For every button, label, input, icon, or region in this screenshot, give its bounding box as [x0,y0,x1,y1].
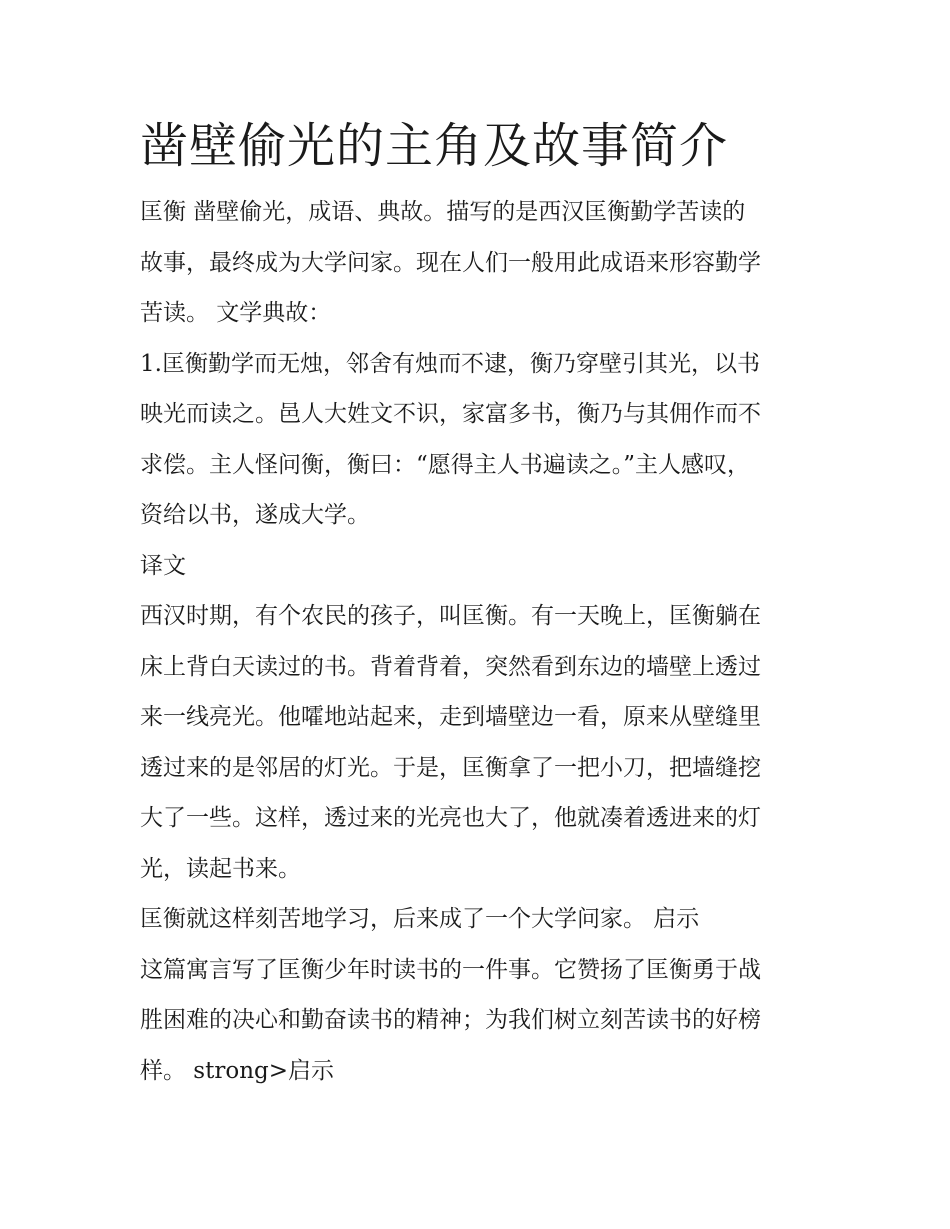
text-line: 大了一些。这样，透过来的光亮也大了，他就凑着透进来的灯 [140,805,761,831]
text-line: 胜困难的决心和勤奋读书的精神；为我们树立刻苦读书的好榜 [140,1007,761,1033]
page-title: 凿壁偷光的主角及故事简介 [140,118,729,174]
text-line: 苦读。 文学典故： [140,300,332,326]
text-line: 求偿。主人怪问衡，衡曰：“愿得主人书遍读之。”主人感叹， [140,451,751,478]
text-line: 故事，最终成为大学问家。现在人们一般用此成语来形容勤学 [140,249,761,276]
text-line: 这篇寓言写了匡衡少年时读书的一件事。它赞扬了匡衡勇于战 [140,956,761,983]
text-line: 床上背白天读过的书。背着背着，突然看到东边的墙壁上透过 [140,653,761,680]
text-line: 映光而读之。邑人大姓文不识，家富多书，衡乃与其佣作而不 [140,401,761,427]
text-line: 光，读起书来。 [140,855,301,882]
text-line: 透过来的是邻居的灯光。于是，匡衡拿了一把小刀，把墙缝挖 [140,754,761,781]
text-line: 样。 strong>启示 [140,1057,335,1084]
document-body [140,112,820,1103]
text-line: 1.匡衡勤学而无烛，邻舍有烛而不逮，衡乃穿壁引其光，以书 [140,350,760,377]
text-line: 西汉时期，有个农民的孩子，叫匡衡。有一天晚上，匡衡躺在 [140,603,761,629]
text-line: 资给以书，遂成大学。 [140,502,370,528]
text-line: 匡衡 凿壁偷光，成语、典故。描写的是西汉匡衡勤学苦读的 [140,199,746,225]
text-line: 匡衡就这样刻苦地学习，后来成了一个大学问家。 启示 [140,906,700,932]
article-text [140,194,820,1103]
text-line: 来一线亮光。他嚯地站起来，走到墙壁边一看，原来从壁缝里 [140,704,761,730]
section-heading-translation: 译文 [140,552,186,579]
